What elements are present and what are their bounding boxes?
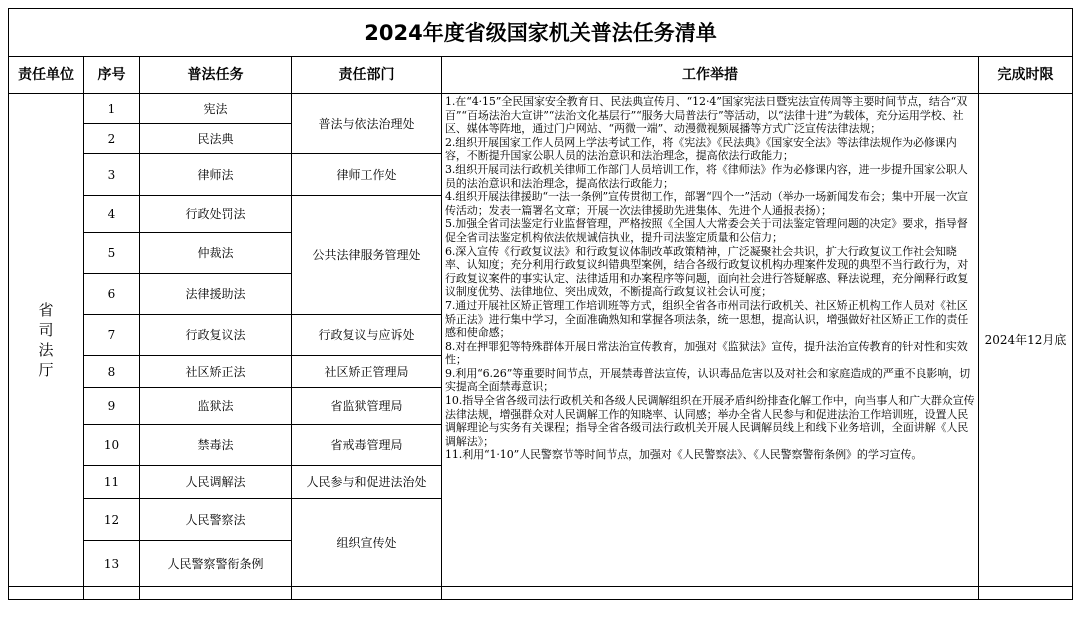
blank-cell xyxy=(292,587,442,600)
task-name: 律师法 xyxy=(140,154,292,196)
header-task: 普法任务 xyxy=(140,57,292,94)
row-number: 13 xyxy=(84,541,140,587)
measure-item: 9.利用“6.26”等重要时间节点，开展禁毒普法宣传，认识毒品危害以及对社会和家庭造成的严重不良影响，切实提高全面禁毒意识； xyxy=(445,366,971,394)
task-table xyxy=(8,8,1073,600)
blank-row xyxy=(9,587,1073,600)
task-name: 人民调解法 xyxy=(140,466,292,499)
task-name: 行政复议法 xyxy=(140,315,292,356)
measure-item: 2.组织开展国家工作人员网上学法考试工作，将《宪法》《民法典》《国家安全法》等法律法规作为必修课内容，不断提升国家公职人员的法治意识和法治理念，提高依法行政能力； xyxy=(445,135,957,163)
measure-item: 7.通过开展社区矫正管理工作培训班等方式，组织全省各市州司法行政机关、社区矫正机构工作人员对《社区矫正法》进行集中学习，全面准确熟知和掌握各项法条，统一思想，提高认识，增强做好社区矫正工作的责任感和使命感； xyxy=(445,298,969,340)
blank-cell xyxy=(84,587,140,600)
dept-name: 公共法律服务管理处 xyxy=(292,196,442,315)
header-no: 序号 xyxy=(84,57,140,94)
work-measures xyxy=(442,94,979,587)
task-name: 社区矫正法 xyxy=(140,356,292,388)
measure-item: 5.加强全省司法鉴定行业监督管理，严格按照《全国人大常委会关于司法鉴定管理问题的决定》要求，指导督促全省司法鉴定机构依法依规诚信执业，提升司法鉴定质量和公信力； xyxy=(445,217,968,244)
blank-cell xyxy=(979,587,1073,600)
dept-name: 普法与依法治理处 xyxy=(292,94,442,154)
row-number: 7 xyxy=(84,315,140,356)
task-name: 监狱法 xyxy=(140,388,292,425)
header-unit: 责任单位 xyxy=(9,57,84,94)
row-number: 11 xyxy=(84,466,140,499)
task-name: 仲裁法 xyxy=(140,233,292,274)
measure-item: 4.组织开展法律援助“一法一条例”宣传贯彻工作，部署“四个一”活动（举办一场新闻发布会；集中开展一次宣传活动；发表一篇署名文章；开展一次法律援助先进集体、先进个人通报表扬）； xyxy=(445,190,968,217)
table-row xyxy=(9,94,1073,124)
measure-item: 3.组织开展司法行政机关律师工作部门人员培训工作，将《律师法》作为必修课内容，进一步提升国家公职人员的法治意识和法治理念，提高依法行政能力； xyxy=(445,162,968,190)
unit-char: 司 xyxy=(38,321,54,339)
header-dept: 责任部门 xyxy=(292,57,442,94)
dept-name: 省监狱管理局 xyxy=(292,388,442,425)
dept-name: 组织宣传处 xyxy=(292,499,442,587)
task-name: 人民警察警衔条例 xyxy=(140,541,292,587)
header-deadline: 完成时限 xyxy=(979,57,1073,94)
measure-item: 1.在“4·15”全民国家安全教育日、民法典宣传月、“12·4”国家宪法日暨宪法宣传周等主要时间节点，结合“双百”“百场法治大宣讲”“法治文化基层行”“服务大局普法行”等活动，以“法律十进”为载体，充分运用学校、社区、媒体等阵地，通过门户网站、“两微一端”、动漫微视频展播等方式广泛宣传法律法规； xyxy=(445,95,968,136)
task-name: 民法典 xyxy=(140,124,292,154)
row-number: 1 xyxy=(84,94,140,124)
row-number: 10 xyxy=(84,425,140,466)
row-number: 8 xyxy=(84,356,140,388)
blank-cell xyxy=(9,587,84,600)
dept-name: 人民参与和促进法治处 xyxy=(292,466,442,499)
blank-cell xyxy=(140,587,292,600)
measure-item: 11.利用“1·10”人民警察节等时间节点，加强对《人民警察法》、《人民警察警衔条例》的学习宣传。 xyxy=(445,448,923,462)
unit-char: 厅 xyxy=(38,361,54,379)
blank-cell xyxy=(442,587,979,600)
page-title: 2024年度省级国家机关普法任务清单 xyxy=(9,9,1073,57)
measure-item: 10.指导全省各级司法行政机关和各级人民调解组织在开展矛盾纠纷排查化解工作中，向当事人和广大群众宣传法律法规，增强群众对人民调解工作的知晓率、认同感；举办全省人民参与和促进法治工作培训班，设置人民调解理论与实务有关课程；指导全省各级司法行政机关开展人民调解员线上和线下业务培训，全面讲解《人民调解法》； xyxy=(445,394,975,448)
task-name: 人民警察法 xyxy=(140,499,292,541)
task-list-sheet xyxy=(8,8,1072,611)
measure-item: 6.深入宣传《行政复议法》和行政复议体制改革政策精神，广泛凝聚社会共识，扩大行政复议工作社会知晓率、认知度；充分利用行政复议纠错典型案例，结合各级行政复议机构办理案件发现的典型不当行政行为，对行政复议案件的事实认定、法律适用和办案程序等问题，面向社会进行答疑解惑、释法说理，充分阐释行政复议制度优势、法律地位、突出成效，不断提高行政复议社会认可度； xyxy=(445,244,969,299)
task-name: 宪法 xyxy=(140,94,292,124)
dept-name: 律师工作处 xyxy=(292,154,442,196)
unit-char: 省 xyxy=(38,301,54,319)
task-name: 法律援助法 xyxy=(140,274,292,315)
deadline: 2024年12月底 xyxy=(979,94,1073,587)
row-number: 5 xyxy=(84,233,140,274)
unit-char: 法 xyxy=(38,341,54,359)
dept-name: 社区矫正管理局 xyxy=(292,356,442,388)
row-number: 2 xyxy=(84,124,140,154)
dept-name: 省戒毒管理局 xyxy=(292,425,442,466)
header-row xyxy=(9,57,1073,94)
measure-item: 8.对在押罪犯等特殊群体开展日常法治宣传教育，加强对《监狱法》宣传，提升法治宣传教育的针对性和实效性； xyxy=(445,339,968,367)
dept-name: 行政复议与应诉处 xyxy=(292,315,442,356)
task-name: 禁毒法 xyxy=(140,425,292,466)
header-measures: 工作举措 xyxy=(442,57,979,94)
task-name: 行政处罚法 xyxy=(140,196,292,233)
row-number: 3 xyxy=(84,154,140,196)
row-number: 6 xyxy=(84,274,140,315)
row-number: 4 xyxy=(84,196,140,233)
responsible-unit xyxy=(9,94,84,587)
row-number: 9 xyxy=(84,388,140,425)
row-number: 12 xyxy=(84,499,140,541)
